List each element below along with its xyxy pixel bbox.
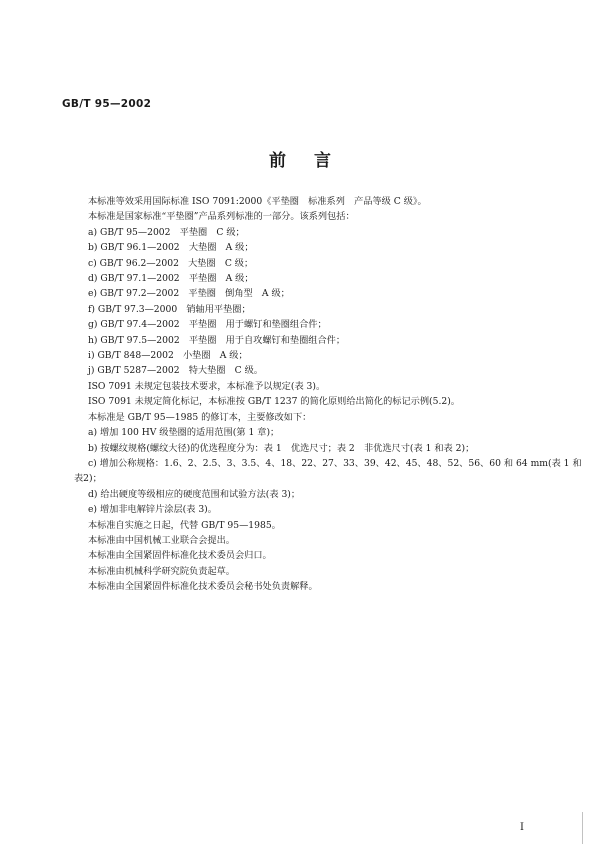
page-title: 前言	[269, 151, 359, 171]
list-item: c) GB/T 96.2—2002 大垫圈 C 级；	[88, 257, 254, 269]
paragraph-line: 本标准是 GB/T 95—1985 的修订本，主要修改如下：	[88, 411, 312, 423]
list-item: j) GB/T 5287—2002 特大垫圈 C 级。	[88, 365, 263, 377]
page-number: I	[520, 822, 524, 833]
list-item: i) GB/T 848—2002 小垫圈 A 级；	[88, 350, 248, 362]
paragraph-line: 本标准由机械科学研究院负责起草。	[88, 565, 235, 577]
paragraph-line: 本标准是国家标准“平垫圈”产品系列标准的一部分。该系列包括：	[88, 211, 355, 223]
paragraph-line: ISO 7091 未规定包装技术要求，本标准予以规定(表 3)。	[88, 380, 326, 392]
list-item: b) GB/T 96.1—2002 大垫圈 A 级；	[88, 242, 254, 254]
list-item: f) GB/T 97.3—2000 销轴用平垫圈；	[88, 303, 251, 315]
list-item: g) GB/T 97.4—2002 平垫圈 用于螺钉和垫圈组合件；	[88, 319, 327, 331]
list-item: a) GB/T 95—2002 平垫圈 C 级；	[88, 226, 245, 238]
list-item: b) 按螺纹规格(螺纹大径)的优选程度分为：表 1 优选尺寸；表 2 非优选尺寸(表 1 和表 2)；	[88, 442, 475, 454]
paragraph-line: 本标准由全国紧固件标准化技术委员会归口。	[88, 550, 272, 562]
scan-edge-mark	[582, 812, 593, 844]
list-item: d) GB/T 97.1—2002 平垫圈 A 级；	[88, 273, 254, 285]
list-item: e) 增加非电解锌片涂层(表 3)。	[88, 504, 217, 516]
paragraph-line: 本标准由全国紧固件标准化技术委员会秘书处负责解释。	[88, 581, 318, 593]
paragraph-line: 表2)；	[74, 473, 102, 485]
foreword-body	[74, 194, 582, 595]
paragraph-line: 本标准自实施之日起，代替 GB/T 95—1985。	[88, 519, 281, 531]
list-item: a) 增加 100 HV 级垫圈的适用范围(第 1 章)；	[88, 427, 280, 439]
paragraph-line: 本标准由中国机械工业联合会提出。	[88, 534, 235, 546]
list-item: d) 给出硬度等级相应的硬度范围和试验方法(表 3)；	[88, 488, 301, 500]
standard-code: GB/T 95—2002	[62, 98, 152, 110]
paragraph-line: ISO 7091 未规定简化标记，本标准按 GB/T 1237 的简化原则给出简化的标记示例(5.2)。	[88, 396, 460, 408]
paragraph-line: 本标准等效采用国际标准 ISO 7091:2000《平垫圈 标准系列 产品等级 C 级》。	[88, 196, 427, 207]
list-item: e) GB/T 97.2—2002 平垫圈 倒角型 A 级；	[88, 288, 290, 300]
list-item: h) GB/T 97.5—2002 平垫圈 用于自攻螺钉和垫圈组合件；	[88, 334, 346, 346]
list-item: c) 增加公称规格：1.6、2、2.5、3、3.5、4、18、22、27、33、39、42、45、48、52、56、60 和 64 mm(表 1 和	[88, 457, 582, 469]
